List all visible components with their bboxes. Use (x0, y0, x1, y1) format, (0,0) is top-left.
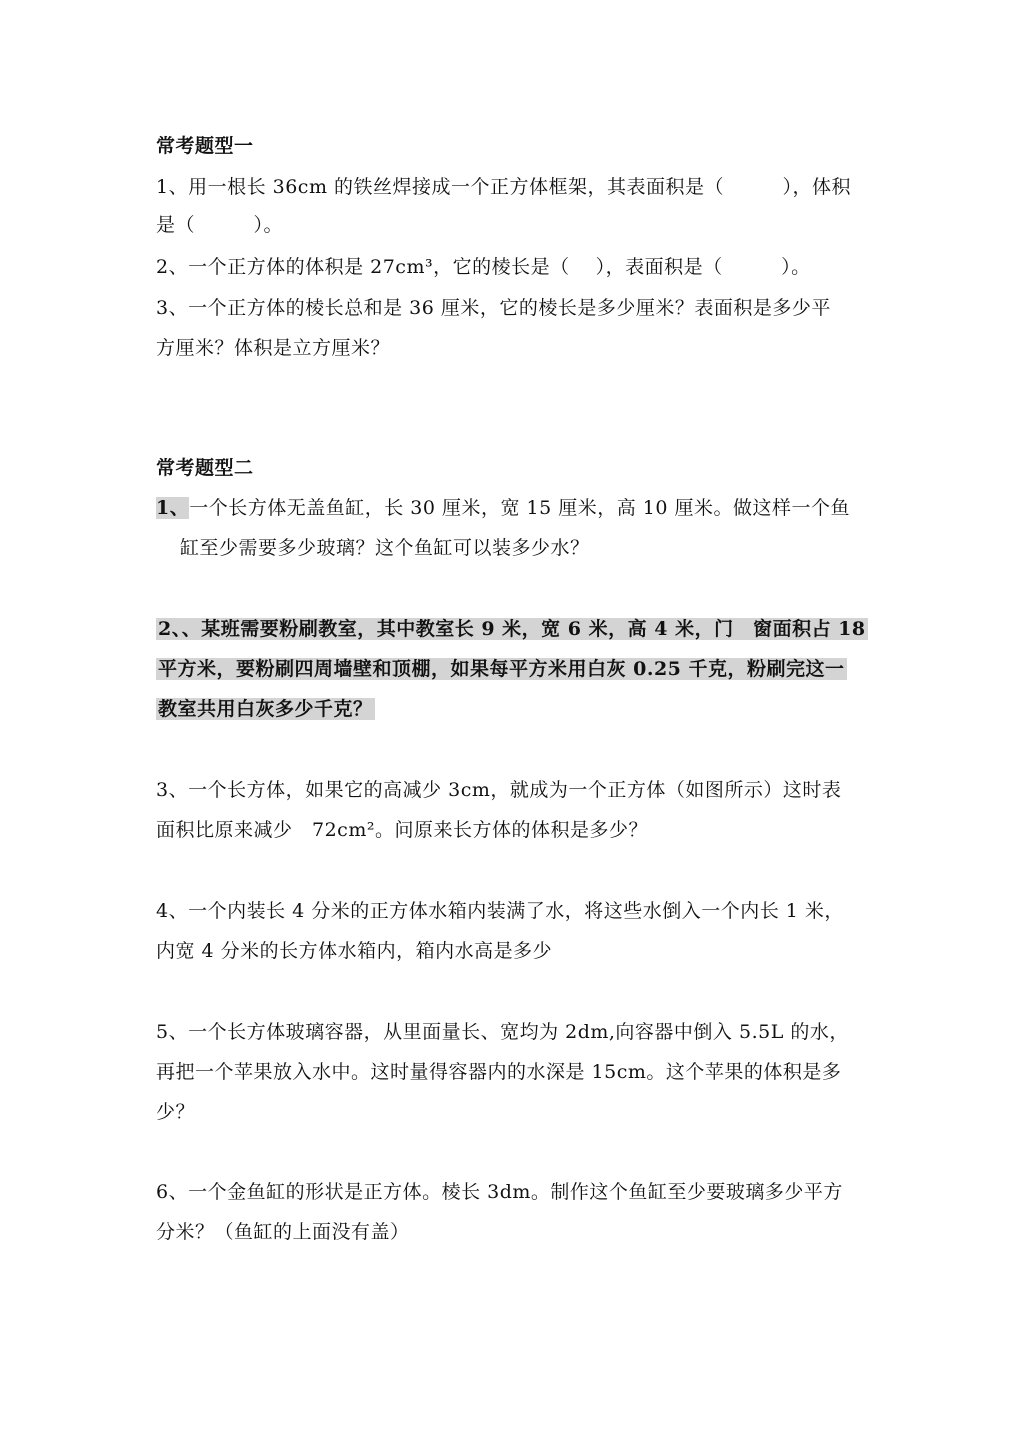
s2-question-6-line-2: 分米？（鱼缸的上面没有盖） (156, 1221, 410, 1243)
section-1-title: 常考题型一 (156, 135, 254, 157)
s2-question-1-text: 一个长方体无盖鱼缸，长 30 厘米，宽 15 厘米，高 10 厘米。做这样一个鱼 (189, 497, 851, 519)
s2-question-5-line-1: 5、一个长方体玻璃容器，从里面量长、宽均为 2dm,向容器中倒入 5.5L 的水， (156, 1021, 849, 1043)
s2-question-3-line-1: 3、一个长方体，如果它的高减少 3cm，就成为一个正方体（如图所示）这时表 (156, 779, 842, 801)
s2-question-2-line-3 (156, 697, 375, 721)
s2-question-2-text-1: 2、、某班需要粉刷教室，其中教室长 9 米，宽 6 米，高 4 米，门 窗面积占 18 (158, 618, 866, 640)
s2-question-4-line-2: 内宽 4 分米的长方体水箱内，箱内水高是多少 (156, 940, 553, 962)
s2-question-1-number: 1、 (156, 497, 190, 519)
s1-question-3-line-2: 方厘米？体积是立方厘米？ (156, 337, 391, 359)
s2-question-5-line-3: 少？ (156, 1101, 196, 1123)
s2-question-5-line-2: 再把一个苹果放入水中。这时量得容器内的水深是 15cm。这个苹果的体积是多 (156, 1061, 842, 1083)
s2-question-2-line-1 (156, 617, 868, 641)
section-2-title: 常考题型二 (156, 457, 254, 479)
s2-question-1-line-2: 缸至少需要多少玻璃？这个鱼缸可以装多少水？ (180, 537, 590, 559)
s2-question-6-line-1: 6、一个金鱼缸的形状是正方体。棱长 3dm。制作这个鱼缸至少要玻璃多少平方 (156, 1181, 843, 1203)
s1-question-3-line-1: 3、一个正方体的棱长总和是 36 厘米，它的棱长是多少厘米？表面积是多少平 (156, 297, 831, 319)
s2-question-2-text-2: 平方米，要粉刷四周墙壁和顶棚，如果每平方米用白灰 0.25 千克，粉刷完这一 (158, 658, 845, 680)
s1-question-2: 2、一个正方体的体积是 27cm³，它的棱长是（ ），表面积是（ ）。 (156, 256, 811, 278)
s1-question-1-line-2: 是（ ）。 (156, 214, 284, 236)
s2-question-2-line-2 (156, 657, 847, 681)
s2-question-3-line-2: 面积比原来减少 72cm²。问原来长方体的体积是多少？ (156, 819, 648, 841)
s2-question-4-line-1: 4、一个内装长 4 分米的正方体水箱内装满了水，将这些水倒入一个内长 1 米， (156, 900, 844, 922)
s2-question-2-text-3: 教室共用白灰多少千克？ (158, 698, 373, 720)
s2-question-1-line-1 (156, 496, 850, 520)
s1-question-1-line-1: 1、用一根长 36cm 的铁丝焊接成一个正方体框架，其表面积是（ ），体积 (156, 176, 852, 198)
